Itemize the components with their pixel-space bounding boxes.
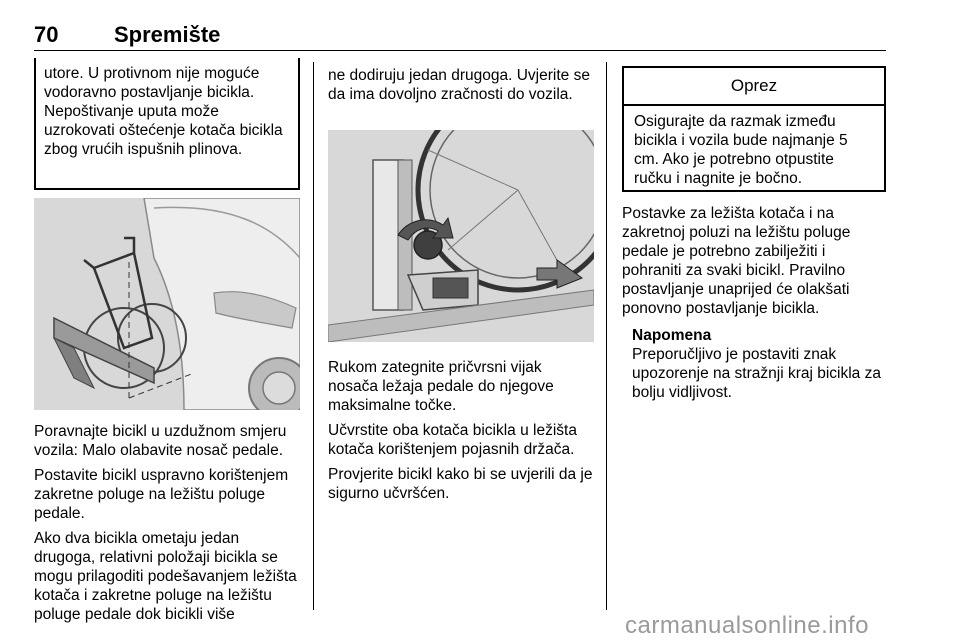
paragraph: Učvrstite oba kotača bicikla u ležišta kotača korištenjem pojasnih držača. — [328, 422, 577, 458]
column-2-top-text: ne dodiruju jedan drugoga. Uvjerite se da ima dovoljno zračnosti do vozila. — [328, 67, 590, 103]
warning-box-continued: utore. U protivnom nije moguće vodoravno postavljanje bicikla. Nepoštivanje uputa može uzrokovati oštećenje kotača bicikla zbog vrućih ispušnih plinova. — [34, 58, 300, 190]
column-1-text — [34, 422, 300, 630]
paragraph: Postavite bicikl uspravno korištenjem zakretne poluge na ležištu poluge pedale. — [34, 467, 289, 522]
paragraph: Ako dva bicikla ometaju jedan drugoga, relativni položaji bicikla se mogu prilagoditi podešavanjem ležišta kotača i zakretne poluge na ležištu poluge pedale dok bicikli više — [34, 530, 297, 623]
column-divider — [606, 62, 607, 610]
paragraph: Rukom zategnite pričvrsni vijak nosača ležaja pedale do njegove maksimalne točke. — [328, 359, 554, 414]
note-text: Preporučljivo je postaviti znak upozorenje na stražnji kraj bicikla za bolju vidljivost. — [632, 346, 881, 401]
page-number: 70 — [34, 22, 59, 47]
paragraph: Provjerite bicikl kako bi se uvjerili da je sigurno učvršćen. — [328, 466, 593, 502]
caution-title: Oprez — [624, 68, 884, 106]
page-header — [34, 22, 886, 51]
caution-box — [622, 66, 886, 192]
note-title: Napomena — [632, 327, 712, 344]
watermark: carmanualsonline.info — [625, 612, 869, 639]
column-1 — [34, 58, 300, 190]
paragraph: Poravnajte bicikl u uzdužnom smjeru vozila: Malo olabavite nosač pedale. — [34, 423, 287, 459]
illustration-bike-on-carrier — [34, 198, 300, 410]
caution-text: Osigurajte da razmak između bicikla i vozila bude najmanje 5 cm. Ako je potrebno otpustite ručku i nagnite je bočno. — [634, 113, 848, 187]
column-2-text — [328, 358, 594, 509]
paragraph: Postavke za ležišta kotača i na zakretnoj poluzi na ležištu poluge pedale je potrebno zabilježiti i pohraniti za svaki bicikl. Pravilno postavljanje unaprijed će olakšati ponovno postavljanje bicikla. — [622, 205, 851, 317]
illustration-pedal-holder — [328, 130, 594, 342]
column-divider — [313, 62, 314, 610]
column-3-text — [622, 204, 888, 402]
chapter-title: Spremište — [114, 22, 221, 47]
